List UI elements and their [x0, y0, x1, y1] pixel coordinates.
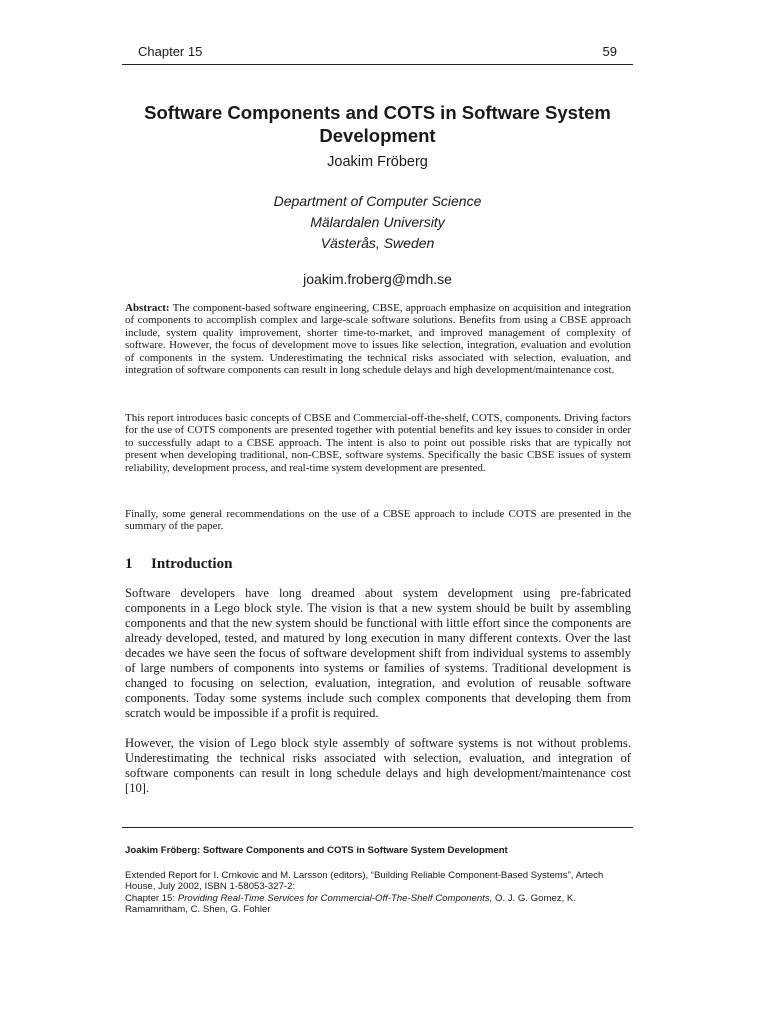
footer-title: Joakim Fröberg: Software Components and COTS in Software System Development — [125, 845, 508, 856]
section-heading — [125, 556, 232, 573]
affiliation — [122, 191, 633, 254]
abstract-paragraph-1 — [125, 302, 631, 376]
section-title: Introduction — [151, 556, 233, 572]
footer-chapter-title: Providing Real-Time Services for Commercial-Off-The-Shelf Components, — [177, 892, 493, 904]
affiliation-university: Mälardalen University — [310, 214, 445, 230]
chapter-label: Chapter 15 — [138, 44, 203, 59]
footer-chapter-line — [125, 893, 635, 916]
abstract-paragraph-2: This report introduces basic concepts of CBSE and Commercial-off-the-shelf, COTS, components. Driving factors for the use of COTS components are presented together with potential benefits and key issues to consider in order to successfully adapt to a CBSE approach. The intent is also to point out possible risks that are typically not present when developing traditional, non-CBSE, software systems. Specifically the basic CBSE issues of system reliability, development process, and real-time system development are presented. — [125, 412, 631, 474]
footer-divider — [122, 827, 633, 828]
title-line-1: Software Components and COTS in Software System — [144, 102, 611, 123]
abstract-paragraph-3: Finally, some general recommendations on the use of a CBSE approach to include COTS are presented in the summary of the paper. — [125, 508, 631, 533]
footer-citation — [125, 870, 635, 916]
section-number: 1 — [125, 556, 133, 572]
paper-title — [122, 101, 633, 147]
footer-chapter-authors: O. J. G. Gomez, K. Ramamritham, C. Shen, G. Fohler — [125, 892, 576, 916]
body-paragraph-1: Software developers have long dreamed about system development using pre-fabricated components in a Lego block style. The vision is that a new system should be built by assembling components and that the new system should be functional with little effort since the components are already developed, tested, and matured by long execution in many different contexts. Over the last decades we have seen the focus of software development shift from individual systems to assembly of large numbers of components into systems or families of systems. Traditional development is changed to focusing on selection, evaluation, integration, and evolution of reusable software components. Today some systems include such complex components that developing them from scratch would be impossible if a profit is required. — [125, 586, 631, 720]
footer-chapter-prefix: Chapter 15: — [125, 892, 178, 904]
abstract-lead: Abstract: — [125, 302, 170, 314]
body-paragraph-2: However, the vision of Lego block style assembly of software systems is not without problems. Underestimating the technical risks associated with selection, evaluation, and integration of software components can result in long schedule delays and high development/maintenance cost [10]. — [125, 736, 631, 795]
footer-citation-line-1: Extended Report for I. Crnkovic and M. Larsson (editors), “Building Reliable Component-Based Systems”, Artech House, July 2002, ISBN 1-58053-327-2: — [125, 870, 604, 893]
author-email: joakim.froberg@mdh.se — [303, 271, 452, 287]
author-name: Joakim Fröberg — [327, 154, 428, 170]
affiliation-location: Västerås, Sweden — [320, 235, 435, 251]
affiliation-department: Department of Computer Science — [273, 193, 482, 209]
running-header — [122, 42, 633, 65]
page-number: 59 — [602, 44, 617, 59]
abstract-text-1: The component-based software engineering, CBSE, approach emphasize on acquisition and integration of components to accomplish complex and large-scale software solutions. Benefits from using a CBSE approach include, system quality improvement, shorter time-to-market, and improved management of complexity of software. However, the focus of development move to issues like selection, integration, evaluation and evolution of components in the system. Underestimating the technical risks associated with selection, evaluation, and integration of software components can result in long schedule delays and high development/maintenance cost. — [125, 302, 631, 377]
title-line-2: Development — [319, 125, 436, 146]
